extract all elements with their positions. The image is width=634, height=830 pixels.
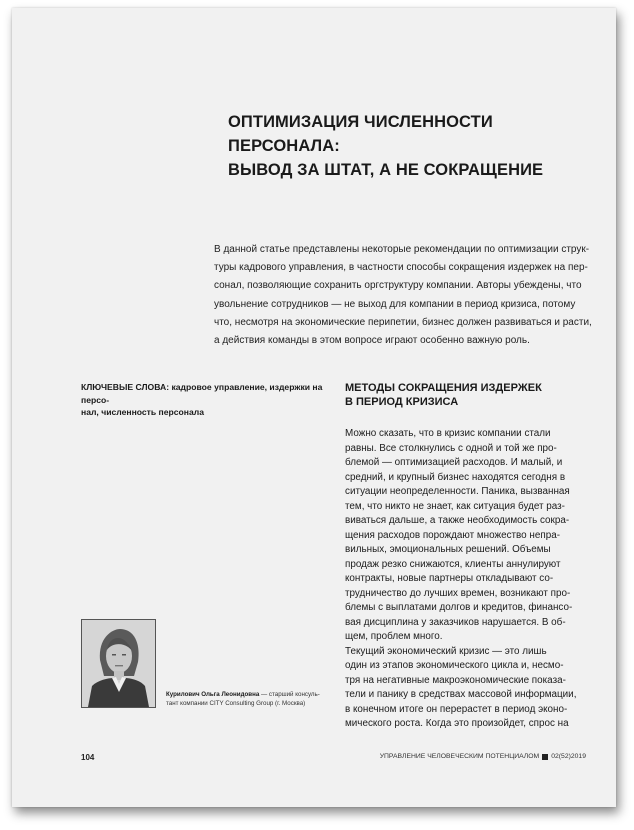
section-heading: МЕТОДЫ СОКРАЩЕНИЯ ИЗДЕРЖЕК В ПЕРИОД КРИЗИСА (345, 382, 542, 408)
keywords-text: кадровое управление, издержки на персо- нал, численность персонала (81, 382, 323, 417)
article-body: Можно сказать, что в кризис компании стали равны. Все столкнулись с одной и той же про- блемой — оптимизацией расходов. И малый, и средний, и крупный бизнес находятся сегодня в ситуации неопределенности. Паника, вызванная тем, что никто не знает, как ситуация будет раз- виваться дальше, а также необходимость сокра- щения расходов порождают множество непра- вильных, эмоциональных решений. Объемы продаж резко снижаются, клиенты аннулируют контракты, новые партнеры откладывают со- трудничество до лучших времен, возникают про- блемы с выплатами долгов и кредитов, финансо- вая дисциплина у заказчиков нарушается. В об- щем, проблем много. Текущий экономический кризис — это лишь один из этапов экономического цикла и, несмо- тря на негативные макроэкономические показа- тели и панику в средствах массовой информации, в конечном итоге он перерастет в период эконо- мического роста. Когда это произойдет, спрос на (345, 428, 577, 729)
page-number: 104 (81, 753, 95, 762)
journal-issue: 02(52)2019 (551, 753, 586, 760)
author-portrait-image (82, 620, 155, 707)
journal-name: УПРАВЛЕНИЕ ЧЕЛОВЕЧЕСКИМ ПОТЕНЦИАЛОМ (379, 753, 540, 760)
author-info (166, 690, 331, 708)
magazine-page (12, 8, 616, 807)
author-photo (81, 619, 156, 708)
square-separator-icon (542, 754, 548, 760)
author-name: Курилович Ольга Леонидовна (166, 691, 260, 698)
article-title: ОПТИМИЗАЦИЯ ЧИСЛЕННОСТИ ПЕРСОНАЛА: ВЫВОД ЗА ШТАТ, А НЕ СОКРАЩЕНИЕ (228, 113, 544, 179)
article-abstract: В данной статье представлены некоторые рекомендации по оптимизации струк- туры кадрового управления, в частности способы сокращения издержек на пер- сонал, позволяющие сохранить оргструктуру компании. Авторы убеждены, что увольнение сотрудников — не выход для компании в период кризиса, потому что, несмотря на экономические перипетии, бизнес должен развиваться и расти, а действия команды в этом вопросе играют особенно важную роль. (214, 244, 592, 347)
keywords-block (81, 381, 336, 419)
journal-footer (380, 753, 586, 760)
author-description: — старший консуль- тант компании CITY Consulting Group (г. Москва) (166, 691, 320, 707)
keywords-label: КЛЮЧЕВЫЕ СЛОВА: (81, 382, 170, 392)
